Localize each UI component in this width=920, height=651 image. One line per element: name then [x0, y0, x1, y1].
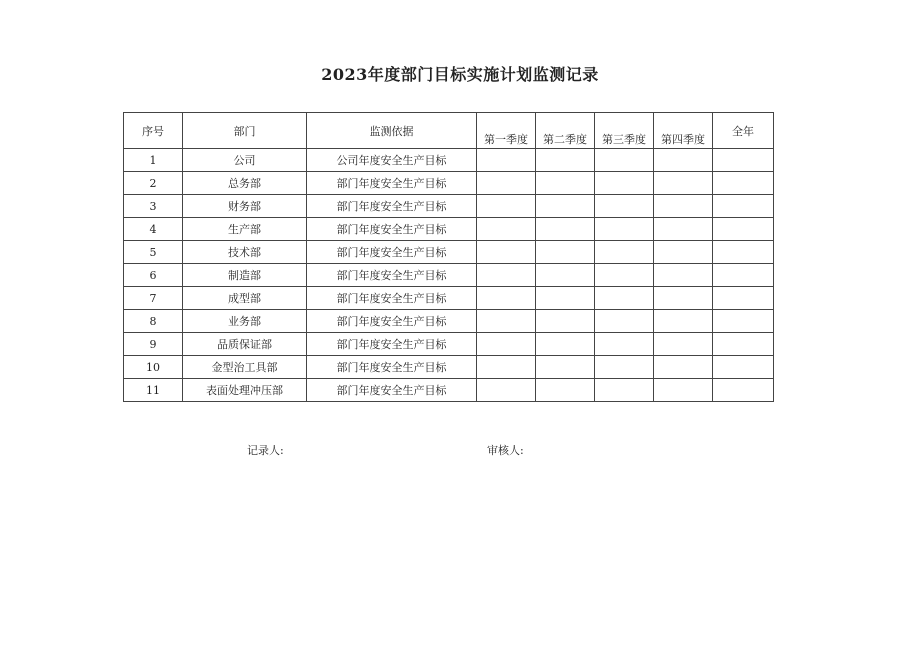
- row-q4-cell: [654, 287, 713, 310]
- row-department: 金型治工具部: [183, 356, 307, 379]
- header-q2: 第二季度: [536, 113, 595, 149]
- row-serial: 7: [124, 287, 183, 310]
- row-q1-cell: [477, 241, 536, 264]
- row-q3-cell: [595, 310, 654, 333]
- row-q2-cell: [536, 241, 595, 264]
- row-q3-cell: [595, 218, 654, 241]
- table-header-row: [124, 113, 774, 149]
- header-serial: 序号: [124, 113, 183, 149]
- row-q2-cell: [536, 356, 595, 379]
- table-row: [124, 287, 774, 310]
- row-serial: 1: [124, 149, 183, 172]
- row-full-year-cell: [713, 287, 774, 310]
- row-q2-cell: [536, 264, 595, 287]
- row-serial: 4: [124, 218, 183, 241]
- row-q2-cell: [536, 149, 595, 172]
- row-full-year-cell: [713, 172, 774, 195]
- row-q4-cell: [654, 149, 713, 172]
- row-q1-cell: [477, 310, 536, 333]
- row-serial: 6: [124, 264, 183, 287]
- row-basis: 部门年度安全生产目标: [307, 218, 477, 241]
- row-q3-cell: [595, 264, 654, 287]
- row-q2-cell: [536, 333, 595, 356]
- row-q3-cell: [595, 241, 654, 264]
- header-q4: 第四季度: [654, 113, 713, 149]
- row-basis: 部门年度安全生产目标: [307, 310, 477, 333]
- row-full-year-cell: [713, 333, 774, 356]
- row-q1-cell: [477, 356, 536, 379]
- table-row: [124, 149, 774, 172]
- row-q4-cell: [654, 356, 713, 379]
- row-q4-cell: [654, 172, 713, 195]
- row-q1-cell: [477, 379, 536, 402]
- row-serial: 2: [124, 172, 183, 195]
- table-row: [124, 195, 774, 218]
- row-basis: 部门年度安全生产目标: [307, 172, 477, 195]
- row-q1-cell: [477, 195, 536, 218]
- row-basis: 部门年度安全生产目标: [307, 241, 477, 264]
- row-basis: 部门年度安全生产目标: [307, 356, 477, 379]
- table-row: [124, 264, 774, 287]
- row-q1-cell: [477, 287, 536, 310]
- row-full-year-cell: [713, 149, 774, 172]
- row-basis: 部门年度安全生产目标: [307, 333, 477, 356]
- row-q1-cell: [477, 333, 536, 356]
- header-q3: 第三季度: [595, 113, 654, 149]
- row-department: 品质保证部: [183, 333, 307, 356]
- row-q3-cell: [595, 195, 654, 218]
- row-q2-cell: [536, 172, 595, 195]
- row-serial: 9: [124, 333, 183, 356]
- document-title: 2023年度部门目标实施计划监测记录: [321, 65, 599, 84]
- row-full-year-cell: [713, 241, 774, 264]
- row-q4-cell: [654, 195, 713, 218]
- header-department: 部门: [183, 113, 307, 149]
- row-q2-cell: [536, 287, 595, 310]
- table-row: [124, 218, 774, 241]
- row-q1-cell: [477, 264, 536, 287]
- row-q3-cell: [595, 356, 654, 379]
- header-q1: 第一季度: [477, 113, 536, 149]
- row-q2-cell: [536, 379, 595, 402]
- row-full-year-cell: [713, 264, 774, 287]
- row-q2-cell: [536, 195, 595, 218]
- row-serial: 3: [124, 195, 183, 218]
- row-q3-cell: [595, 172, 654, 195]
- row-basis: 部门年度安全生产目标: [307, 195, 477, 218]
- row-q4-cell: [654, 264, 713, 287]
- row-q3-cell: [595, 333, 654, 356]
- row-basis: 部门年度安全生产目标: [307, 379, 477, 402]
- row-q4-cell: [654, 379, 713, 402]
- row-department: 成型部: [183, 287, 307, 310]
- recorder-label: 记录人:: [247, 444, 284, 457]
- row-department: 业务部: [183, 310, 307, 333]
- row-full-year-cell: [713, 218, 774, 241]
- row-q3-cell: [595, 149, 654, 172]
- row-serial: 5: [124, 241, 183, 264]
- row-serial: 10: [124, 356, 183, 379]
- row-department: 公司: [183, 149, 307, 172]
- row-department: 财务部: [183, 195, 307, 218]
- row-q4-cell: [654, 333, 713, 356]
- row-q1-cell: [477, 172, 536, 195]
- row-full-year-cell: [713, 195, 774, 218]
- row-department: 生产部: [183, 218, 307, 241]
- row-q4-cell: [654, 310, 713, 333]
- row-basis: 部门年度安全生产目标: [307, 264, 477, 287]
- row-department: 技术部: [183, 241, 307, 264]
- table-row: [124, 333, 774, 356]
- header-basis: 监测依据: [307, 113, 477, 149]
- row-q4-cell: [654, 241, 713, 264]
- reviewer-label: 审核人:: [487, 444, 524, 457]
- row-q1-cell: [477, 149, 536, 172]
- row-serial: 11: [124, 379, 183, 402]
- row-q1-cell: [477, 218, 536, 241]
- row-basis: 部门年度安全生产目标: [307, 287, 477, 310]
- row-full-year-cell: [713, 356, 774, 379]
- monitoring-table: [123, 112, 774, 402]
- row-department: 总务部: [183, 172, 307, 195]
- row-q3-cell: [595, 287, 654, 310]
- table-row: [124, 310, 774, 333]
- table-row: [124, 356, 774, 379]
- row-q4-cell: [654, 218, 713, 241]
- header-full-year: 全年: [713, 113, 774, 149]
- row-full-year-cell: [713, 310, 774, 333]
- table-row: [124, 241, 774, 264]
- row-q2-cell: [536, 218, 595, 241]
- row-q2-cell: [536, 310, 595, 333]
- row-q3-cell: [595, 379, 654, 402]
- row-department: 制造部: [183, 264, 307, 287]
- table-row: [124, 172, 774, 195]
- row-department: 表面处理冲压部: [183, 379, 307, 402]
- row-serial: 8: [124, 310, 183, 333]
- table-row: [124, 379, 774, 402]
- row-full-year-cell: [713, 379, 774, 402]
- row-basis: 公司年度安全生产目标: [307, 149, 477, 172]
